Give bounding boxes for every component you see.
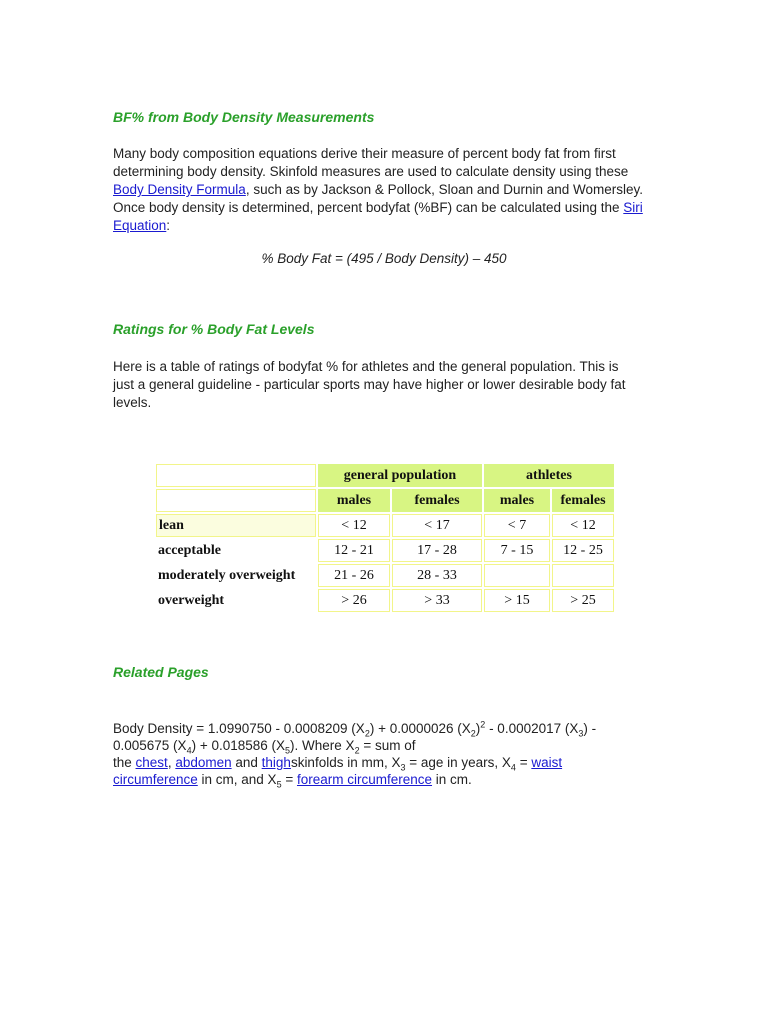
subscript: 4	[510, 762, 516, 773]
equation-text: =	[281, 772, 297, 787]
section-heading-related-pages: Related Pages	[113, 664, 209, 680]
subscript: 2	[470, 728, 476, 739]
equation-text: in cm.	[432, 772, 472, 787]
equation-text: in cm, and X	[197, 772, 277, 787]
table-cell: 17 - 28	[392, 539, 482, 562]
table-cell: < 17	[392, 514, 482, 537]
row-label: overweight	[158, 592, 225, 608]
table-group-header-row	[156, 464, 614, 487]
body-density-paragraph	[113, 145, 653, 235]
row-label: lean	[156, 514, 316, 537]
subscript: 3	[400, 762, 406, 773]
table-cell: > 25	[552, 589, 614, 612]
equation-text: ) + 0.018586 (X	[191, 738, 286, 753]
equation-text: ,	[167, 755, 176, 770]
thigh-link[interactable]: thigh	[261, 755, 291, 770]
table-cell: 21 - 26	[318, 564, 390, 587]
equation-text: skinfolds in mm, X	[290, 755, 401, 770]
body-density-formula-link[interactable]: Body Density Formula	[113, 182, 246, 197]
group-athletes: athletes	[484, 464, 614, 487]
body-fat-ratings-table	[154, 462, 616, 614]
forearm-circumference-link[interactable]: forearm circumference	[296, 772, 433, 787]
subscript: 4	[186, 745, 192, 756]
siri-equation-link[interactable]: Siri Equation	[113, 200, 643, 233]
paragraph-text: :	[166, 218, 171, 233]
equation-text: =	[515, 755, 532, 770]
row-label: moderately overweight	[158, 567, 296, 583]
table-cell: < 12	[552, 514, 614, 537]
subscript: 5	[285, 745, 291, 756]
table-cell: 12 - 21	[318, 539, 390, 562]
table-cell: > 26	[318, 589, 390, 612]
table-corner-cell	[156, 489, 316, 512]
table-cell: 7 - 15	[484, 539, 550, 562]
table-cell: 28 - 33	[392, 564, 482, 587]
table-cell: < 12	[318, 514, 390, 537]
equation-text: ) + 0.0000026 (X	[369, 721, 471, 736]
density-equation-paragraph	[113, 720, 633, 788]
table-cell	[552, 564, 614, 587]
ratings-paragraph: Here is a table of ratings of bodyfat % for athletes and the general population. This is just a general guideline - particular sports may have higher or lower desirable body fat levels.	[113, 359, 626, 410]
paragraph-text: Many body composition equations derive their measure of percent body fat from first determining body density. Skinfold measures are used to calculate density using these	[113, 146, 629, 179]
group-general-population: general population	[318, 464, 482, 487]
table-row	[156, 514, 614, 537]
col-athletes-males: males	[484, 489, 550, 512]
equation-text: )	[475, 721, 481, 736]
table-row	[156, 589, 614, 612]
table-cell: > 15	[484, 589, 550, 612]
col-general-females: females	[392, 489, 482, 512]
equation-text: ). Where X	[290, 738, 355, 753]
subscript: 2	[364, 728, 370, 739]
siri-formula: % Body Fat = (495 / Body Density) – 450	[261, 251, 507, 266]
chest-link[interactable]: chest	[135, 755, 168, 770]
section-heading-body-density: BF% from Body Density Measurements	[113, 109, 375, 125]
equation-text: - 0.0002017 (X	[485, 721, 579, 736]
row-label: acceptable	[158, 542, 221, 558]
waist-circumference-link[interactable]: waist circumference	[113, 755, 563, 787]
equation-text: and	[231, 755, 262, 770]
equation-text: the	[113, 755, 136, 770]
table-row	[156, 564, 614, 587]
subscript: 2	[354, 745, 360, 756]
abdomen-link[interactable]: abdomen	[175, 755, 232, 770]
table-cell: 12 - 25	[552, 539, 614, 562]
col-general-males: males	[318, 489, 390, 512]
subscript: 5	[276, 779, 282, 790]
subscript: 3	[578, 728, 584, 739]
table-cell: > 33	[392, 589, 482, 612]
table-row	[156, 539, 614, 562]
table-cell: < 7	[484, 514, 550, 537]
section-heading-ratings: Ratings for % Body Fat Levels	[113, 321, 315, 337]
col-athletes-females: females	[552, 489, 614, 512]
table-column-header-row	[156, 489, 614, 512]
table-corner-cell	[156, 464, 316, 487]
equation-text: = sum of	[359, 738, 416, 753]
equation-text: ) - 0.005675 (X	[113, 721, 597, 753]
paragraph-text: , such as by Jackson & Pollock, Sloan and Durnin and Womersley. Once body density is determined, percent bodyfat (%BF) can be calculated using the	[113, 182, 644, 215]
superscript: 2	[480, 719, 486, 730]
equation-text: Body Density = 1.0990750 - 0.0008209 (X	[113, 721, 365, 736]
equation-text: = age in years, X	[405, 755, 511, 770]
table-cell	[484, 564, 550, 587]
